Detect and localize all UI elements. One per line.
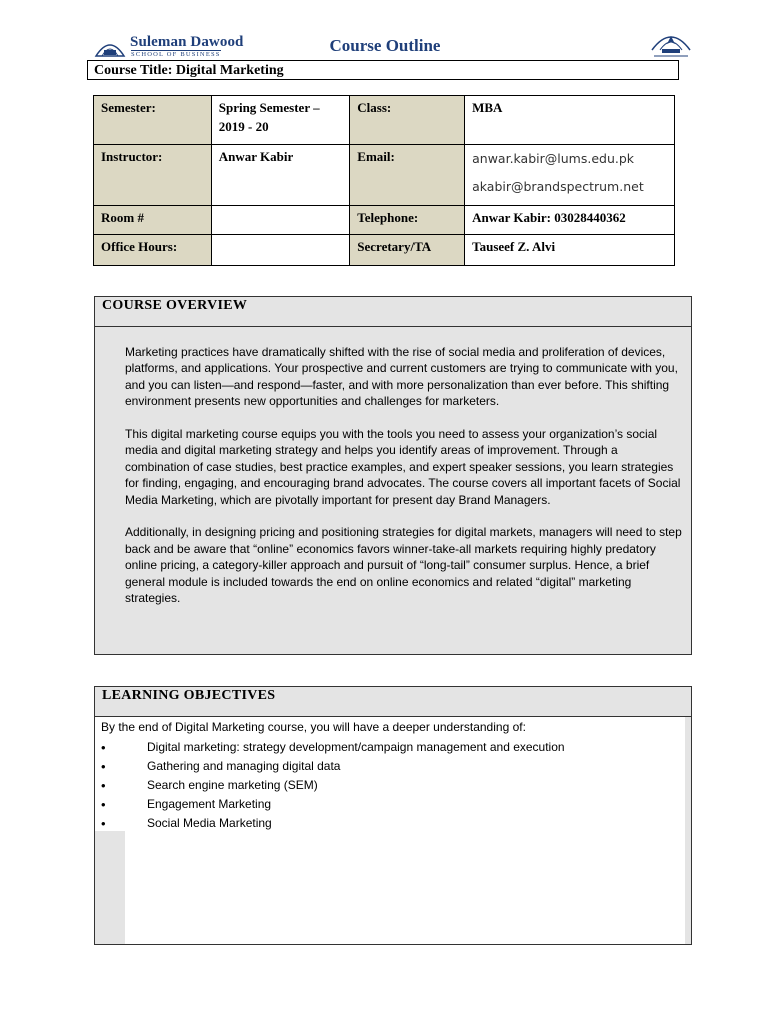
objective-text: Digital marketing: strategy development/campaign management and execution (147, 740, 565, 754)
objective-text: Engagement Marketing (147, 797, 272, 811)
email-values (465, 145, 675, 206)
page-title: Course Outline (329, 36, 441, 55)
bullet-icon: • (101, 740, 106, 755)
email-label: Email: (350, 145, 465, 206)
overview-paragraph: Marketing practices have dramatically shifted with the rise of social media and proliferation of devices, platforms, and applications. Your prospective and current customers are trying to communicate with you, and you can listen—and respond—faster, and with more personalization than ever before. This shifting environment presents new opportunities and challenges for marketers. (125, 345, 678, 409)
shaded-margin (95, 831, 125, 944)
telephone-label: Telephone: (350, 206, 465, 235)
semester-value: Spring Semester – 2019 - 20 (211, 96, 350, 145)
objective-text: Gathering and managing digital data (147, 759, 341, 773)
room-value (211, 206, 350, 235)
course-overview-body (125, 344, 685, 623)
overview-paragraph: This digital marketing course equips you with the tools you need to assess your organization’s social media and digital marketing strategy and helps you identify areas of improvement. Through a combination of case studies, best practice examples, and expert speaker sessions, you learn strategies for finding, engaging, and encouraging brand advocates. The course covers all important facets of Social Media Marketing, which are pivotally important for present day Brand Managers. (125, 427, 681, 507)
semester-label: Semester: (94, 96, 212, 145)
bullet-icon: • (101, 759, 106, 774)
school-name: Suleman Dawood (130, 34, 244, 50)
school-emblem-icon (94, 36, 126, 58)
class-value: MBA (465, 96, 675, 145)
office-hours-value (211, 235, 350, 266)
secretary-label: Secretary/TA (350, 235, 465, 266)
school-logo (94, 34, 254, 60)
room-label: Room # (94, 206, 212, 235)
course-overview-heading: COURSE OVERVIEW (95, 297, 691, 327)
bullet-icon: • (101, 778, 106, 793)
objective-text: Social Media Marketing (147, 816, 272, 830)
objectives-intro: By the end of Digital Marketing course, you will have a deeper understanding of: (101, 720, 526, 734)
course-overview-section (94, 296, 692, 655)
email-link-secondary[interactable]: akabir@brandspectrum.net (472, 179, 644, 194)
objective-text: Search engine marketing (SEM) (147, 778, 318, 792)
instructor-label: Instructor: (94, 145, 212, 206)
office-hours-label: Office Hours: (94, 235, 212, 266)
learning-objectives-section (94, 686, 692, 945)
bullet-icon: • (101, 816, 106, 831)
telephone-value: Anwar Kabir: 03028440362 (465, 206, 675, 235)
learning-objectives-heading: LEARNING OBJECTIVES (95, 687, 691, 717)
shaded-margin (685, 717, 691, 944)
class-label: Class: (350, 96, 465, 145)
secretary-value: Tauseef Z. Alvi (465, 235, 675, 266)
email-link-primary[interactable]: anwar.kabir@lums.edu.pk (472, 151, 635, 166)
university-crest-icon (650, 28, 692, 60)
instructor-value: Anwar Kabir (211, 145, 350, 206)
course-info-table (93, 95, 675, 266)
school-subtitle: SCHOOL OF BUSINESS (131, 51, 221, 58)
overview-paragraph: Additionally, in designing pricing and positioning strategies for digital markets, managers will need to step back and be aware that “online” economics favors winner-take-all markets requiring highly predatory online pricing, a category-killer approach and pursuit of “long-tail” consumer surplus. Hence, a brief general module is included towards the end on online economics and related “digital” marketing strategies. (125, 525, 682, 606)
course-title: Course Title: Digital Marketing (87, 60, 679, 80)
bullet-icon: • (101, 797, 106, 812)
